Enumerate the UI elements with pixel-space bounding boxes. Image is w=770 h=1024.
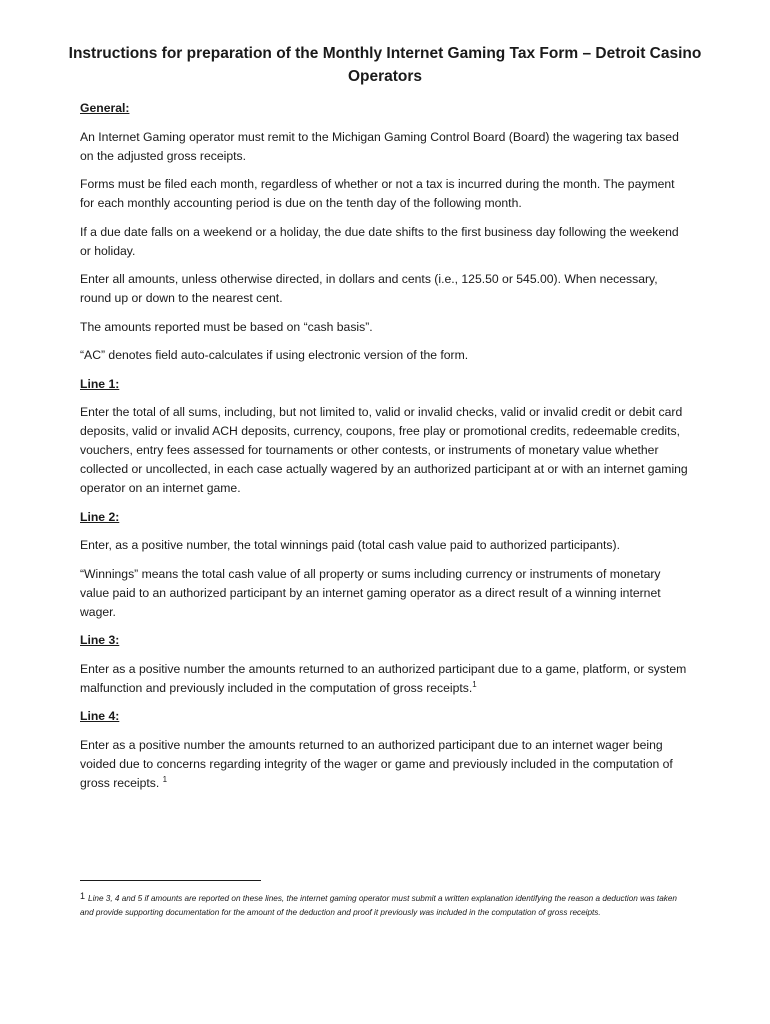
general-paragraph: Enter all amounts, unless otherwise directed, in dollars and cents (i.e., 125.50 or 545.00). When necessary, round up or down to the nearest cent. bbox=[80, 272, 658, 305]
general-paragraph: Forms must be filed each month, regardless of whether or not a tax is incurred during the month. The payment for each monthly accounting period is due on the tenth day of the following month. bbox=[80, 177, 675, 210]
line-2-paragraph: Enter, as a positive number, the total winnings paid (total cash value paid to authorized participants). bbox=[80, 538, 620, 552]
line-1-paragraph: Enter the total of all sums, including, but not limited to, valid or invalid checks, valid or invalid credit or debit card deposits, valid or invalid ACH deposits, currency, coupons, free play or promotional credits, redeemable credits, vouchers, entry fees assessed for tournaments or other contests, or instruments of monetary value whether collected or uncollected, in each case actually wagered by an authorized participant at or with an internet gaming operator on an internet game. bbox=[80, 405, 688, 495]
line-3-paragraph bbox=[80, 660, 692, 698]
footnote-reference: 1 bbox=[472, 679, 477, 689]
footnote-mark: 1 bbox=[80, 891, 86, 901]
section-heading-line-4: Line 4: bbox=[80, 709, 120, 723]
general-paragraph: If a due date falls on a weekend or a holiday, the due date shifts to the first business day following the weekend or holiday. bbox=[80, 224, 679, 258]
line-4-paragraph bbox=[80, 736, 692, 793]
footnote-divider bbox=[80, 880, 261, 881]
section-heading-line-2: Line 2: bbox=[80, 509, 120, 524]
section-heading-general: General: bbox=[80, 101, 130, 115]
footnote bbox=[80, 890, 692, 919]
line-3-text: Enter as a positive number the amounts returned to an authorized participant due to a game, platform, or system malfunction and previously included in the computation of gross receipts. bbox=[80, 661, 687, 695]
document-title: Instructions for preparation of the Monthly Internet Gaming Tax Form – Detroit Casino Operators bbox=[68, 45, 702, 85]
general-paragraph: “AC” denotes field auto-calculates if using electronic version of the form. bbox=[80, 348, 469, 362]
section-heading-line-3: Line 3: bbox=[80, 633, 120, 647]
footnote-reference: 1 bbox=[162, 774, 168, 784]
general-paragraph: The amounts reported must be based on “cash basis”. bbox=[80, 319, 373, 334]
line-2-paragraph: “Winnings” means the total cash value of all property or sums including currency or instruments of monetary value paid to an authorized participant by an internet gaming operator as a direct result of a winning internet wager. bbox=[80, 566, 661, 619]
line-4-text: Enter as a positive number the amounts returned to an authorized participant due to an internet wager being voided due to concerns regarding integrity of the wager or game and previously included in the computation of gross receipts. bbox=[80, 737, 673, 790]
section-heading-line-1: Line 1: bbox=[80, 376, 120, 391]
footnote-text: Line 3, 4 and 5 if amounts are reported on these lines, the internet gaming operator must submit a written explanation identifying the reason a deduction was taken and provide supporting documentation for the amount of the deduction and proof it previously was included in the computation of gross receipts. bbox=[80, 894, 677, 917]
document-body bbox=[80, 99, 692, 802]
general-paragraph: An Internet Gaming operator must remit to the Michigan Gaming Control Board (Board) the wagering tax based on the adjusted gross receipts. bbox=[80, 129, 679, 163]
